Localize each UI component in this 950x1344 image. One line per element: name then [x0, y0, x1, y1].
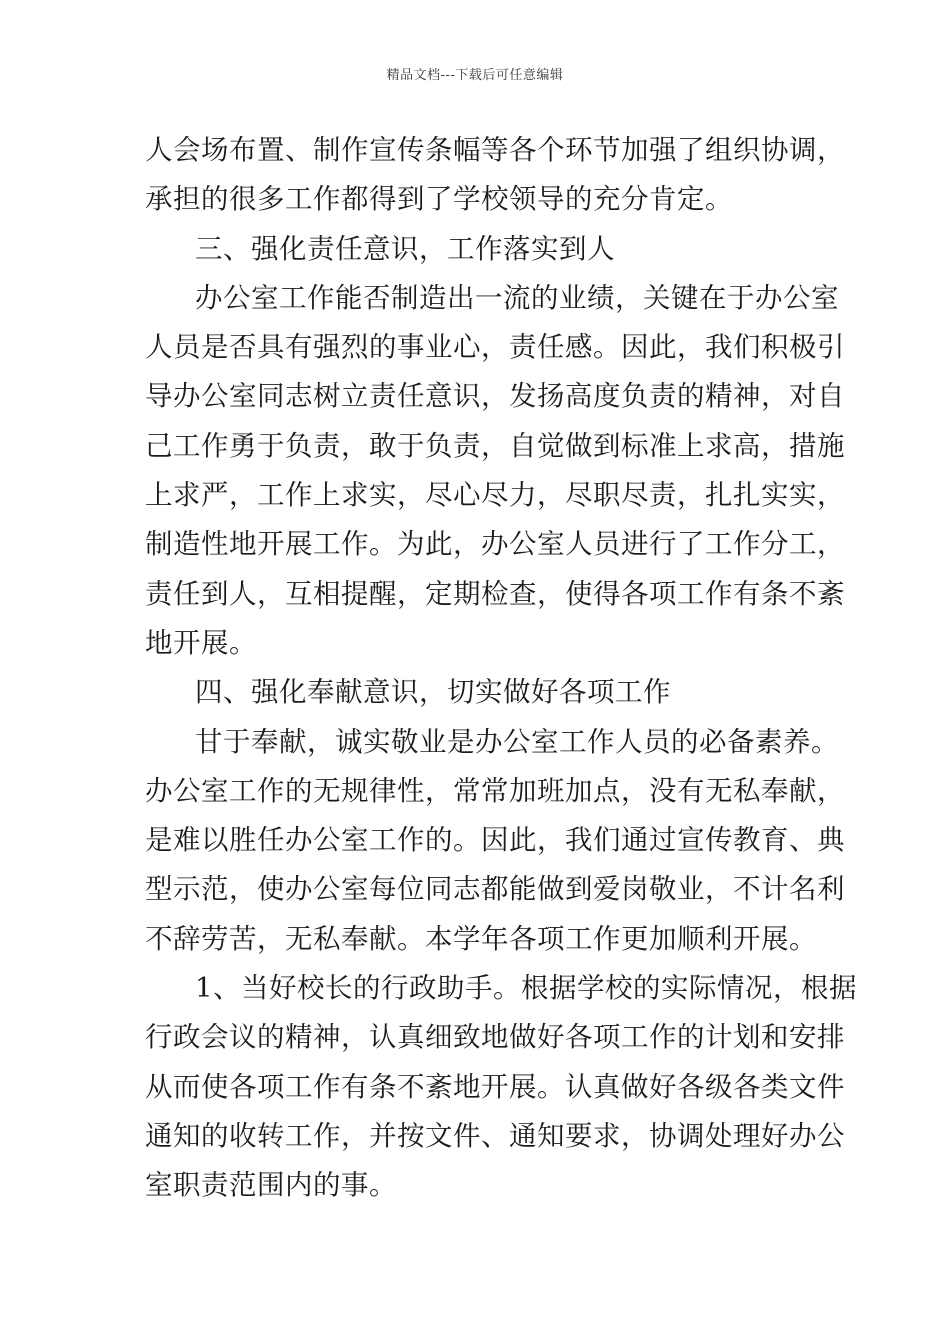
text-line: 1、当好校长的行政助手。根据学校的实际情况，根据 — [195, 972, 857, 1005]
document-body — [145, 126, 857, 1211]
text-line: 制造性地开展工作。为此，办公室人员进行了工作分工， — [145, 528, 845, 561]
text-line: 不辞劳苦，无私奉献。本学年各项工作更加顺利开展。 — [145, 922, 817, 955]
text-line: 从而使各项工作有条不紊地开展。认真做好各级各类文件 — [145, 1070, 845, 1103]
text-line: 上求严，工作上求实，尽心尽力，尽职尽责，扎扎实实， — [145, 479, 845, 512]
text-line: 室职责范围内的事。 — [145, 1169, 397, 1202]
text-line: 人会场布置、制作宣传条幅等各个环节加强了组织协调， — [145, 134, 845, 166]
text-line: 通知的收转工作，并按文件、通知要求，协调处理好办公 — [145, 1119, 845, 1152]
text-line: 三、强化责任意识，工作落实到人 — [195, 232, 615, 265]
text-line: 办公室工作能否制造出一流的业绩，关键在于办公室 — [195, 281, 839, 314]
text-line: 四、强化奉献意识，切实做好各项工作 — [195, 676, 671, 709]
text-line: 型示范，使办公室每位同志都能做到爱岗敬业，不计名利 — [145, 873, 845, 906]
text-line: 甘于奉献，诚实敬业是办公室工作人员的必备素养。 — [195, 725, 839, 758]
text-line: 办公室工作的无规律性，常常加班加点，没有无私奉献， — [145, 774, 845, 807]
text-line: 导办公室同志树立责任意识，发扬高度负责的精神，对自 — [145, 380, 845, 413]
text-line: 行政会议的精神，认真细致地做好各项工作的计划和安排 — [145, 1021, 845, 1054]
page-header: 精品文档---下载后可任意编辑 — [386, 68, 564, 83]
text-line: 承担的很多工作都得到了学校领导的充分肯定。 — [145, 183, 733, 216]
text-line: 责任到人，互相提醒，定期检查，使得各项工作有条不紊 — [145, 577, 845, 610]
text-line: 是难以胜任办公室工作的。因此，我们通过宣传教育、典 — [145, 824, 845, 857]
text-line: 地开展。 — [145, 626, 257, 659]
text-line: 人员是否具有强烈的事业心，责任感。因此，我们积极引 — [145, 331, 845, 364]
text-line: 己工作勇于负责，敢于负责，自觉做到标准上求高，措施 — [145, 429, 845, 462]
